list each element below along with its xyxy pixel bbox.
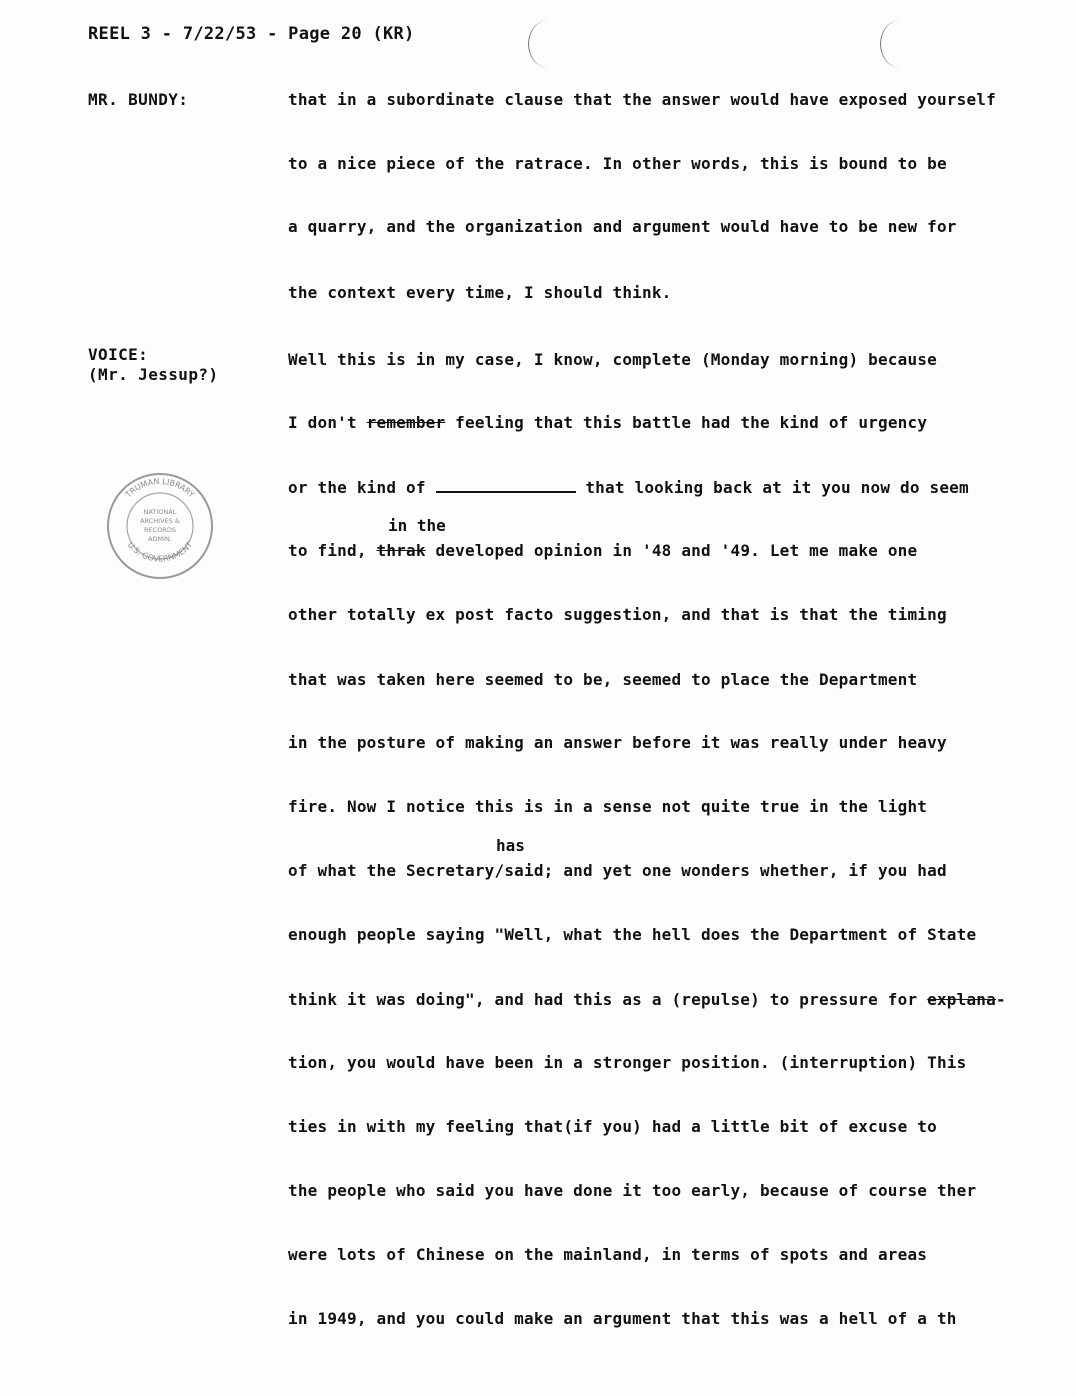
line-segment: think it was doing", and had this as a (repulse) to pressure for — [288, 990, 928, 1009]
struck-word: explana — [927, 990, 996, 1009]
transcript-line: a quarry, and the organization and argument would have to be new for — [288, 217, 957, 236]
page-header: REEL 3 - 7/22/53 - Page 20 (KR) — [88, 24, 415, 44]
stamp-bottom-text: U.S. GOVERNMENT — [125, 540, 195, 564]
punch-hole-left — [528, 20, 569, 68]
transcript-line: the context every time, I should think. — [288, 283, 672, 302]
transcript-line: that was taken here seemed to be, seemed to place the Department — [288, 670, 918, 689]
stamp-center-text: ADMIN. — [148, 535, 172, 543]
transcript-line: that in a subordinate clause that the answer would have exposed yourself — [288, 90, 996, 109]
transcript-line — [288, 478, 969, 497]
line-segment: or the kind of — [288, 478, 436, 497]
stamp-top-text: TRUMAN LIBRARY — [123, 476, 197, 500]
transcript-line: in 1949, and you could make an argument that this was a hell of a th — [288, 1309, 957, 1328]
handwritten-insert: in the — [388, 516, 446, 535]
transcript-line: to a nice piece of the ratrace. In other words, this is bound to be — [288, 154, 947, 173]
line-segment: feeling that this battle had the kind of urgency — [445, 413, 928, 432]
blank-underline — [436, 491, 576, 493]
archive-stamp — [104, 470, 216, 582]
transcript-line — [288, 990, 1006, 1009]
line-segment: developed opinion in '48 and '49. Let me make one — [425, 541, 918, 560]
speaker-voice-sublabel: (Mr. Jessup?) — [88, 365, 219, 384]
transcript-line: ties in with my feeling that(if you) had a little bit of excuse to — [288, 1117, 937, 1136]
transcript-line: in the posture of making an answer before it was really under heavy — [288, 733, 947, 752]
speaker-voice — [88, 345, 218, 385]
transcript-line: enough people saying "Well, what the hell does the Department of State — [288, 925, 977, 944]
transcript-line: tion, you would have been in a stronger position. (interruption) This — [288, 1053, 967, 1072]
line-segment: to find, — [288, 541, 377, 560]
transcript-line: fire. Now I notice this is in a sense not quite true in the light — [288, 797, 928, 816]
punch-hole-right — [880, 20, 921, 68]
speaker-bundy-label: MR. BUNDY: — [88, 90, 189, 109]
stamp-center-text: RECORDS — [144, 526, 176, 534]
struck-word: thrak — [376, 541, 426, 560]
transcript-line: Well this is in my case, I know, complete (Monday morning) because — [288, 350, 937, 369]
transcript-line: were lots of Chinese on the mainland, in terms of spots and areas — [288, 1245, 928, 1264]
stamp-center-text: NATIONAL — [143, 508, 177, 516]
transcript-line: of what the Secretary/said; and yet one wonders whether, if you had — [288, 861, 947, 880]
struck-word: remember — [366, 413, 446, 432]
transcript-line: the people who said you have done it too early, because of course ther — [288, 1181, 977, 1200]
speaker-voice-label: VOICE: — [88, 345, 149, 364]
line-segment: I don't — [288, 413, 367, 432]
stamp-center-text: ARCHIVES & — [140, 517, 180, 525]
speaker-bundy — [88, 90, 188, 110]
transcript-line — [288, 541, 917, 560]
line-segment: - — [995, 990, 1006, 1009]
transcript-line: other totally ex post facto suggestion, and that is that the timing — [288, 605, 947, 624]
transcript-line — [288, 413, 927, 432]
line-segment: that looking back at it you now do seem — [575, 478, 969, 497]
handwritten-insert: has — [496, 836, 525, 855]
